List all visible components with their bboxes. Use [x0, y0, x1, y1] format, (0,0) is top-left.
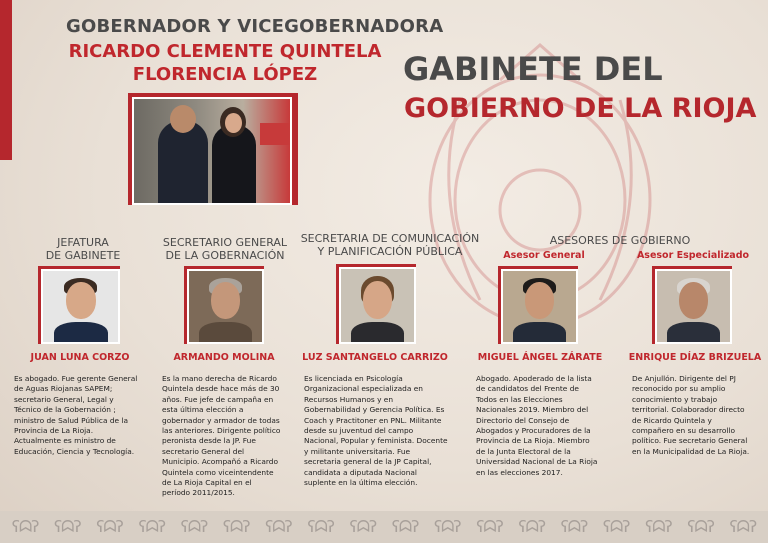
column-title-asesores: ASESORES DE GOBIERNO [549, 234, 691, 247]
governor-name: RICARDO CLEMENTE QUINTELA [68, 41, 382, 62]
left-accent-bar [0, 0, 12, 160]
column-title-jefatura: JEFATURA DE GABINETE [45, 236, 121, 262]
portrait-enrique-diaz-brizuela [655, 269, 732, 344]
page-title-line1: GABINETE DEL [403, 50, 663, 88]
subtitle-asesor-especializado: Asesor Especializado [636, 250, 750, 261]
portrait-armando-molina [187, 269, 264, 344]
portrait-frame-zarate [498, 266, 578, 344]
bio-luz-santangelo-carrizo: Es licenciada en Psicología Organizacional especializada en Recursos Humanos y en Gobernabilidad y Gerencia Política. Es Coach y Practitoner en PNL. Militante desde su juventud del campo Nacional, Popular y feminista. Docente y militante universitaria. Fue secretaria general de la JP Capital, candidata a diputada Nacional suplente en la última elección. [304, 374, 448, 488]
bio-armando-molina: Es la mano derecha de Ricardo Quintela desde hace más de 30 años. Fue jefe de campaña en esta última elección a gobernador y armador de todas las anteriores. Dirigente político peronista desde la JP. Fue secretario General del Municipio. Acompañó a Ricardo Quintela como vicеintendente de La Rioja Capital en el período 2011/2015. [162, 374, 281, 498]
governor-photo [132, 97, 292, 205]
portrait-frame-luna [38, 266, 120, 344]
portrait-frame-molina [184, 266, 264, 344]
name-luz-santangelo-carrizo: LUZ SANTANGELO CARRIZO [302, 352, 448, 363]
portrait-frame-santangelo [336, 264, 416, 344]
bio-miguel-angel-zarate: Abogado. Apoderado de la lista de candidatos del Frente de Todos en las Elecciones Nacionales 2019. Miembro del Directorio del Consejo de Abogados y Procuradores de la Provincia de La Rioja. Miembro de la Junta Electoral de la Universidad Nacional de La Rioja en las elecciones 2017. [476, 374, 598, 477]
name-juan-luna-corzo: JUAN LUNA CORZO [30, 352, 130, 363]
vice-governor-name: FLORENCIA LÓPEZ [132, 64, 318, 85]
governor-heading: GOBERNADOR Y VICEGOBERNADORA [66, 16, 444, 37]
page-title-line2: GOBIERNO DE LA RIOJA [404, 93, 757, 124]
decorative-border-strip: ʕᗣʔ ʕᗣʔ ʕᗣʔ ʕᗣʔ ʕᗣʔ ʕᗣʔ ʕᗣʔ ʕᗣʔ ʕᗣʔ ʕᗣʔ ʕᗣʔ ʕᗣʔ ʕᗣʔ ʕᗣʔ ʕᗣʔ ʕᗣʔ ʕᗣʔ ʕᗣʔ [0, 511, 768, 543]
portrait-miguel-angel-zarate [501, 269, 578, 344]
name-miguel-angel-zarate: MIGUEL ÁNGEL ZÁRATE [477, 352, 603, 363]
governor-names [60, 40, 390, 86]
subtitle-asesor-general: Asesor General [503, 250, 585, 261]
name-armando-molina: ARMANDO MOLINA [173, 352, 275, 363]
portrait-luz-santangelo-carrizo [339, 267, 416, 344]
name-enrique-diaz-brizuela: ENRIQUE DÍAZ BRIZUELA [628, 352, 762, 363]
bio-juan-luna-corzo: Es abogado. Fue gerente General de Aguas Riojanas SAPEM; secretario General, Legal y Técnico de la Gobernación ; ministro de Salud Pública de la Provincia de La Rioja. Actualmente es ministro de Educación, Ciencia y Tecnología. [14, 374, 138, 456]
bio-enrique-diaz-brizuela: De Anjullón. Dirigente del PJ reconocido por su amplio conocimiento y trabajo territorial. Colaborador directo de Ricardo Quintela y compañero en su desarrollo político. Fue secretario General en la Municipalidad de La Rioja. [632, 374, 750, 456]
portrait-juan-luna-corzo [41, 269, 120, 344]
governor-photo-frame [128, 93, 298, 205]
portrait-frame-diaz-brizuela [652, 266, 732, 344]
column-title-secretario-general: SECRETARIO GENERAL DE LA GOBERNACIÓN [162, 236, 288, 262]
column-title-secretaria-comunicacion: SECRETARIA DE COMUNICACIÓN Y PLANIFICACIÓN PÚBLICA [300, 232, 480, 258]
